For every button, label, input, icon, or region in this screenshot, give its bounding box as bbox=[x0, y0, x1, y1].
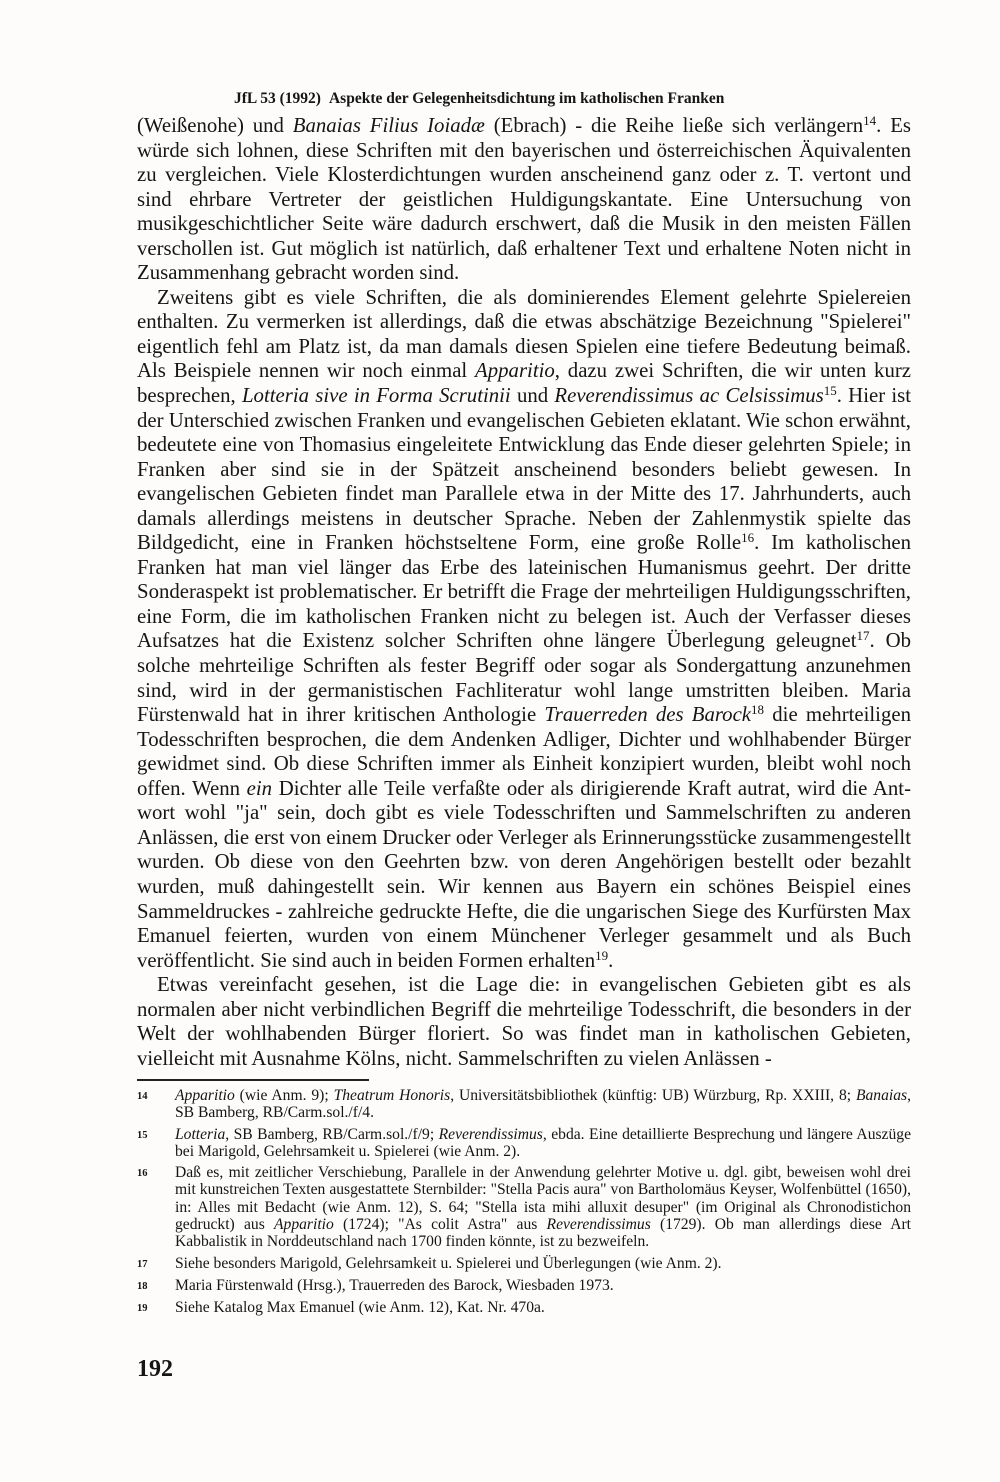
footnote-text bbox=[175, 1087, 911, 1122]
footnote-text bbox=[175, 1164, 911, 1250]
italic-text: Lotteria bbox=[175, 1125, 226, 1143]
text-run: (1724); "As colit Astra" aus bbox=[333, 1216, 547, 1234]
italic-text: Reverendissimus ac Celsissimus bbox=[554, 384, 824, 408]
italic-text: Trauerreden des Barock bbox=[544, 703, 752, 727]
footnote-number: 18 bbox=[137, 1280, 148, 1292]
italic-text: Banaias bbox=[855, 1087, 908, 1104]
footnote-number: 16 bbox=[137, 1168, 148, 1180]
footnote-ref: 19 bbox=[595, 947, 609, 963]
text-run: , SB Bamberg, RB/Carm.sol./f/4. bbox=[175, 1087, 911, 1122]
footnote-ref: 14 bbox=[863, 113, 877, 128]
footnote-ref: 17 bbox=[856, 628, 870, 644]
text-run: . bbox=[608, 948, 614, 972]
text-run: Siehe Katalog Max Emanuel (wie Anm. 12), Kat. Nr. 470a. bbox=[175, 1299, 545, 1317]
text-run: . Im katholischen Franken hat man viel länger das Erbe des lateinischen Humanismus geehrt. Der dritte Sonderaspekt ist problematischer. Er betrifft die Frage der mehrteiligen Huldigungsschriften, eine Form, die im katholischen Franken nicht zu belegen ist. Auch der Verfasser dieses Aufsatzes hat die Existenz solcher Schriften ohne längere Überlegung geleugnet bbox=[137, 531, 911, 653]
footnotes bbox=[137, 1083, 911, 1318]
footnote-number: 14 bbox=[137, 1091, 148, 1102]
italic-text: Reverendissimus bbox=[546, 1216, 651, 1234]
paragraph bbox=[137, 286, 911, 973]
footnote-number: 15 bbox=[137, 1129, 148, 1141]
footnote bbox=[137, 1126, 911, 1161]
italic-text: Reverendissimus bbox=[438, 1125, 543, 1143]
footnote-number: 19 bbox=[137, 1303, 148, 1315]
footnote-ref: 18 bbox=[751, 702, 765, 718]
footnote-text bbox=[175, 1255, 911, 1273]
footnote bbox=[137, 1277, 911, 1295]
footnote bbox=[137, 1255, 911, 1273]
footnote bbox=[137, 1164, 911, 1250]
page-number: 192 bbox=[137, 1356, 173, 1382]
italic-text: Apparitio bbox=[274, 1216, 334, 1234]
italic-text: Apparitio bbox=[175, 1087, 235, 1104]
running-header bbox=[234, 90, 794, 108]
text-run: Maria Fürstenwald (Hrsg.), Trauerreden des Barock, Wiesbaden 1973. bbox=[175, 1276, 614, 1294]
italic-text: Theatrum Honoris bbox=[333, 1087, 451, 1104]
text-run: (wie Anm. 9); bbox=[234, 1087, 334, 1104]
text-run: (1729). Ob man allerdings diese Art Kabbalistik in Norddeutschland nach 1700 finden könnte, ist zu bezweifeln. bbox=[175, 1216, 911, 1251]
footnote bbox=[137, 1299, 911, 1317]
footnote-text bbox=[175, 1299, 911, 1317]
footnote-divider bbox=[137, 1079, 369, 1081]
text-run: (Ebrach) - die Reihe ließe sich verlängern bbox=[484, 114, 864, 137]
italic-text: ein bbox=[246, 776, 273, 800]
text-run: . Hier ist der Unterschied zwischen Franken und evangelischen Gebieten eklatant. Wie schon erwähnt, bedeutete eine von Thomasius eingeleitete Entwicklung das Ende dieser gelehrten Spiele; in Franken aber sind sie in der Spätzeit anscheinend besonders beliebt gewesen. In evangelischen Gebieten findet man Parallele etwa in der Mitte des 17. Jahrhunderts, auch damals allerdings meistens in deutscher Sprache. Neben der Zahlenmystik spielte das Bildgedicht, eine in Franken höchstseltene Form, eine große Rolle bbox=[137, 384, 912, 555]
text-run: , dazu zwei Schriften, die wir unten kurz besprechen, bbox=[137, 359, 912, 408]
header-journal: JfL 53 (1992) bbox=[234, 90, 321, 107]
footnote-number: 17 bbox=[137, 1258, 148, 1270]
text-run: Siehe besonders Marigold, Gelehrsamkeit u. Spielerei und Überlegungen (wie Anm. 2). bbox=[175, 1254, 722, 1272]
footnote-text bbox=[175, 1277, 911, 1295]
text-run: Zweitens gibt es viele Schriften, die als dominierendes Element gelehrte Spielereien enthalten. Zu vermerken ist allerdings, daß die etwas abschätzige Bezeichnung "Spielerei" eigentlich fehl am Platz ist, da man damals diesen Spielen eine tiefere Bedeutung beimaß. Als Beispiele nennen wir noch einmal bbox=[137, 285, 911, 383]
footnote bbox=[137, 1087, 911, 1122]
text-run: , ebda. Eine detaillierte Besprechung und längere Auszüge bei Marigold, Gelehrsamkeit u. Spielerei (wie Anm. 2). bbox=[175, 1125, 911, 1160]
italic-text: Banaias Filius Ioiadæ bbox=[292, 114, 485, 137]
text-run: Daß es, mit zeitlicher Verschiebung, Parallele in der Anwendung gelehrter Motive u. dgl. gibt, beweisen wohl drei mit kunstreichen Texten ausgestattete Sternbilder: "Stella Pacis aura" von Bartholomäus Keyser, Wolfenbüttel (1650), in: Alles mit Bedacht (wie Anm. 12), S. 64; "Stella ista mihi alluxit desuper" (im Original als Chronodistichon gedruckt) aus bbox=[175, 1164, 911, 1234]
footnote-text bbox=[175, 1126, 911, 1161]
header-title: Aspekte der Gelegenheitsdichtung im katholischen Franken bbox=[328, 90, 725, 107]
footnote-ref: 16 bbox=[741, 530, 755, 546]
paragraph bbox=[137, 973, 911, 1071]
text-run: die mehrteiligen Todesschriften besprochen, die dem Andenken Adliger, Dichter und wohlhabender Bürger gewidmet sind. Ob diese Schriften immer als Einheit konzipiert wurden, bleibt wohl noch offen. Wenn bbox=[137, 703, 911, 800]
italic-text: Apparitio bbox=[475, 359, 555, 383]
text-run: , SB Bamberg, RB/Carm.sol./f/9; bbox=[225, 1125, 439, 1143]
text-run: , Universitätsbibliothek (künftig: UB) Würzburg, Rp. XXIII, 8; bbox=[450, 1087, 856, 1104]
text-run: und bbox=[510, 384, 555, 408]
italic-text: Lotteria sive in Forma Scrutinii bbox=[241, 384, 511, 408]
paragraph bbox=[137, 114, 911, 286]
text-run: . Ob solche mehrteilige Schriften als fester Begriff oder sogar als Sondergattung anzunehmen sind, wird in der germanistischen Fachliteratur wohl lange umstritten bleiben. Maria Fürstenwald hat in ihrer kritischen Anthologie bbox=[137, 629, 911, 727]
text-run: (Weißenohe) und bbox=[137, 114, 293, 137]
footnote-ref: 15 bbox=[823, 383, 837, 399]
text-run: Dichter alle Teile verfaßte oder als dirigierende Kraft autrat, wird die Antwort wohl "ja" sein, doch gibt es viele Todesschriften und Sammelschriften zu anderen Anlässen, die erst von einem Drucker oder Verleger als Erinnerungsstücke zusammengestellt wurden. Ob diese von den Geehrten bzw. von deren Angehörigen bestellt oder bezahlt wurden, muß dahingestellt sein. Wir kennen aus Bayern ein schönes Beispiel eines Sammeldruckes - zahlreiche gedruckte Hefte, die die ungarischen Siege des Kurfürsten Max Emanuel feierten, wurden von einem Münchener Verleger gesammelt und als Buch veröffentlicht. Sie sind auch in beiden Formen erhalten bbox=[137, 776, 911, 972]
text-run: . Es würde sich lohnen, diese Schriften mit den bayerischen und österreichischen Äquivalenten zu vergleichen. Viele Klosterdichtungen wurden anscheinend ganz oder z. T. vertont und sind ehrbare Vertreter der geistlichen Huldigungskantate. Eine Untersuchung von musikgeschichtlicher Seite wäre dadurch erschwert, daß die Musik in den meisten Fällen verschollen ist. Gut möglich ist natürlich, daß erhaltener Text und erhaltene Noten nicht in Zusammenhang gebracht worden sind. bbox=[137, 114, 911, 285]
main-text bbox=[137, 114, 911, 1071]
text-run: Etwas vereinfacht gesehen, ist die Lage die: in evangelischen Gebieten gibt es als normalen aber nicht verbindlichen Begriff die mehrteilige Todesschrift, die besonders in der Welt der wohlhabenden Bürger floriert. So was findet man in katholischen Gebieten, vielleicht mit Ausnahme Kölns, nicht. Sammelschriften zu vielen Anlässen - bbox=[137, 973, 911, 1070]
